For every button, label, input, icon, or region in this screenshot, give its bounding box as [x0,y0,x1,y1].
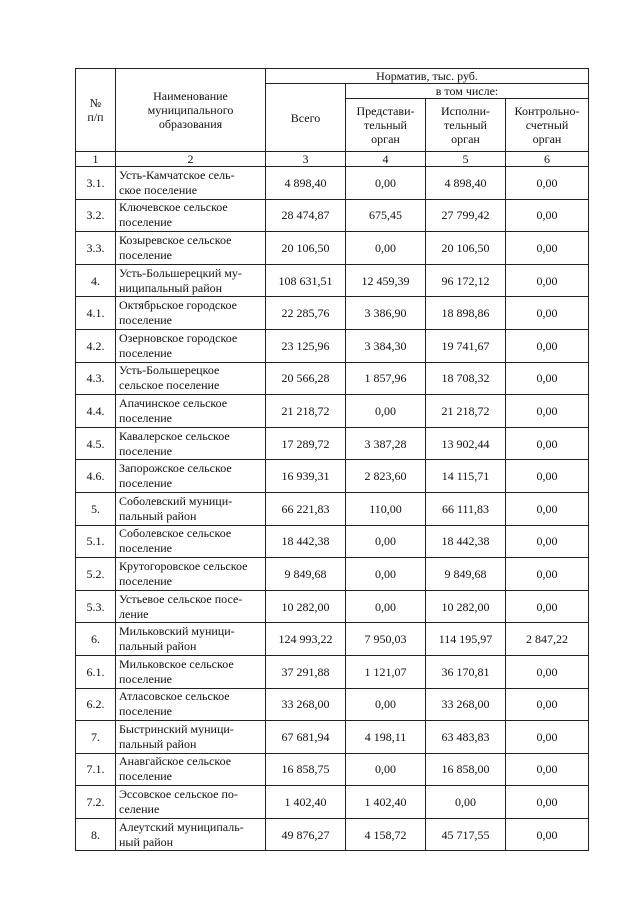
row-representative: 1 857,96 [346,362,426,395]
table-row [76,753,589,786]
row-control: 0,00 [506,786,589,819]
row-name: Запорожское сельское поселение [116,460,266,493]
row-number: 7.1. [76,753,116,786]
row-total: 10 282,00 [266,590,346,623]
row-executive: 19 741,67 [426,329,506,362]
row-control: 0,00 [506,818,589,851]
row-number: 6.1. [76,655,116,688]
table-row [76,264,589,297]
row-control: 0,00 [506,492,589,525]
row-control: 0,00 [506,753,589,786]
row-executive: 18 708,32 [426,362,506,395]
table-row [76,590,589,623]
row-total: 18 442,38 [266,525,346,558]
row-number: 5.3. [76,590,116,623]
row-control: 0,00 [506,721,589,754]
row-total: 20 106,50 [266,232,346,265]
row-control: 0,00 [506,264,589,297]
row-name: Усть-Большерецкий му- ниципальный район [116,264,266,297]
row-number: 4.2. [76,329,116,362]
row-number: 5. [76,492,116,525]
row-number: 6. [76,623,116,656]
row-control: 0,00 [506,590,589,623]
row-control: 0,00 [506,655,589,688]
row-representative: 4 158,72 [346,818,426,851]
row-executive: 18 898,86 [426,297,506,330]
header-executive: Исполни- тельный орган [426,99,506,152]
row-number: 8. [76,818,116,851]
row-control: 0,00 [506,232,589,265]
row-representative: 0,00 [346,395,426,428]
row-total: 20 566,28 [266,362,346,395]
row-total: 67 681,94 [266,721,346,754]
row-control: 0,00 [506,525,589,558]
column-numbers-row [76,152,589,167]
row-number: 5.1. [76,525,116,558]
row-representative: 3 384,30 [346,329,426,362]
table-row [76,362,589,395]
row-name: Апачинское сельское поселение [116,395,266,428]
row-representative: 3 386,90 [346,297,426,330]
row-representative: 675,45 [346,199,426,232]
row-representative: 0,00 [346,590,426,623]
row-total: 16 858,75 [266,753,346,786]
row-number: 7.2. [76,786,116,819]
row-name: Эссовское сельское по- селение [116,786,266,819]
row-total: 1 402,40 [266,786,346,819]
row-number: 4.6. [76,460,116,493]
row-total: 28 474,87 [266,199,346,232]
row-executive: 45 717,55 [426,818,506,851]
column-number: 1 [76,152,116,167]
row-name: Атласовское сельское поселение [116,688,266,721]
row-name: Алеутский муниципаль- ный район [116,818,266,851]
row-representative: 7 950,03 [346,623,426,656]
row-number: 5.2. [76,558,116,591]
row-control: 2 847,22 [506,623,589,656]
row-number: 4.3. [76,362,116,395]
row-name: Козыревское сельское поселение [116,232,266,265]
row-name: Устьевое сельское посе- ление [116,590,266,623]
row-number: 3.2. [76,199,116,232]
row-representative: 1 121,07 [346,655,426,688]
table-row [76,525,589,558]
row-executive: 0,00 [426,786,506,819]
row-name: Мильковское сельское поселение [116,655,266,688]
column-number: 6 [506,152,589,167]
row-representative: 0,00 [346,688,426,721]
row-control: 0,00 [506,329,589,362]
row-total: 23 125,96 [266,329,346,362]
row-control: 0,00 [506,297,589,330]
row-executive: 4 898,40 [426,167,506,200]
table-row [76,623,589,656]
column-number: 3 [266,152,346,167]
row-number: 6.2. [76,688,116,721]
header-representative: Представи- тельный орган [346,99,426,152]
table-row [76,395,589,428]
row-name: Кавалерское сельское поселение [116,427,266,460]
row-executive: 33 268,00 [426,688,506,721]
row-executive: 27 799,42 [426,199,506,232]
row-control: 0,00 [506,362,589,395]
table-row [76,329,589,362]
row-name: Октябрьское городское поселение [116,297,266,330]
row-executive: 10 282,00 [426,590,506,623]
row-executive: 36 170,81 [426,655,506,688]
row-executive: 16 858,00 [426,753,506,786]
header-including: в том числе: [346,84,589,99]
row-representative: 4 198,11 [346,721,426,754]
table-row [76,232,589,265]
row-representative: 2 823,60 [346,460,426,493]
column-number: 5 [426,152,506,167]
row-representative: 0,00 [346,167,426,200]
table-row [76,721,589,754]
table-row [76,786,589,819]
row-executive: 13 902,44 [426,427,506,460]
row-number: 3.1. [76,167,116,200]
row-total: 37 291,88 [266,655,346,688]
row-control: 0,00 [506,688,589,721]
header-name: Наименование муниципального образования [116,69,266,152]
row-name: Крутогоровское сельское поселение [116,558,266,591]
row-control: 0,00 [506,395,589,428]
row-total: 66 221,83 [266,492,346,525]
row-executive: 63 483,83 [426,721,506,754]
row-executive: 96 172,12 [426,264,506,297]
table-row [76,297,589,330]
row-total: 49 876,27 [266,818,346,851]
row-total: 17 289,72 [266,427,346,460]
row-total: 108 631,51 [266,264,346,297]
row-representative: 0,00 [346,525,426,558]
row-representative: 3 387,28 [346,427,426,460]
column-number: 4 [346,152,426,167]
row-representative: 0,00 [346,753,426,786]
table-row [76,199,589,232]
row-name: Усть-Большерецкое сельское поселение [116,362,266,395]
row-control: 0,00 [506,167,589,200]
row-executive: 9 849,68 [426,558,506,591]
row-number: 4.5. [76,427,116,460]
row-total: 33 268,00 [266,688,346,721]
row-name: Усть-Камчатское сель- ское поселение [116,167,266,200]
table-row [76,688,589,721]
row-name: Быстринский муници- пальный район [116,721,266,754]
row-representative: 110,00 [346,492,426,525]
row-total: 21 218,72 [266,395,346,428]
row-executive: 66 111,83 [426,492,506,525]
row-number: 7. [76,721,116,754]
row-total: 4 898,40 [266,167,346,200]
row-name: Мильковский муници- пальный район [116,623,266,656]
row-total: 9 849,68 [266,558,346,591]
row-representative: 0,00 [346,232,426,265]
table-row [76,558,589,591]
row-executive: 20 106,50 [426,232,506,265]
row-control: 0,00 [506,427,589,460]
table-row [76,427,589,460]
header-number: № п/п [76,69,116,152]
column-number: 2 [116,152,266,167]
table-row [76,655,589,688]
row-control: 0,00 [506,460,589,493]
row-total: 124 993,22 [266,623,346,656]
table-row [76,818,589,851]
row-name: Озерновское городское поселение [116,329,266,362]
table-row [76,492,589,525]
table-row [76,460,589,493]
row-number: 3.3. [76,232,116,265]
row-name: Соболевское сельское поселение [116,525,266,558]
row-total: 16 939,31 [266,460,346,493]
header-control: Контрольно- счетный орган [506,99,589,152]
header-total: Всего [266,84,346,152]
row-name: Анавгайское сельское поселение [116,753,266,786]
row-number: 4. [76,264,116,297]
row-representative: 12 459,39 [346,264,426,297]
row-executive: 14 115,71 [426,460,506,493]
header-normative: Норматив, тыс. руб. [266,69,589,84]
row-executive: 21 218,72 [426,395,506,428]
row-representative: 0,00 [346,558,426,591]
row-control: 0,00 [506,558,589,591]
row-executive: 18 442,38 [426,525,506,558]
row-number: 4.1. [76,297,116,330]
row-control: 0,00 [506,199,589,232]
row-name: Ключевское сельское поселение [116,199,266,232]
table-row [76,167,589,200]
row-total: 22 285,76 [266,297,346,330]
row-number: 4.4. [76,395,116,428]
row-executive: 114 195,97 [426,623,506,656]
row-name: Соболевский муници- пальный район [116,492,266,525]
row-representative: 1 402,40 [346,786,426,819]
normative-table [75,68,589,851]
